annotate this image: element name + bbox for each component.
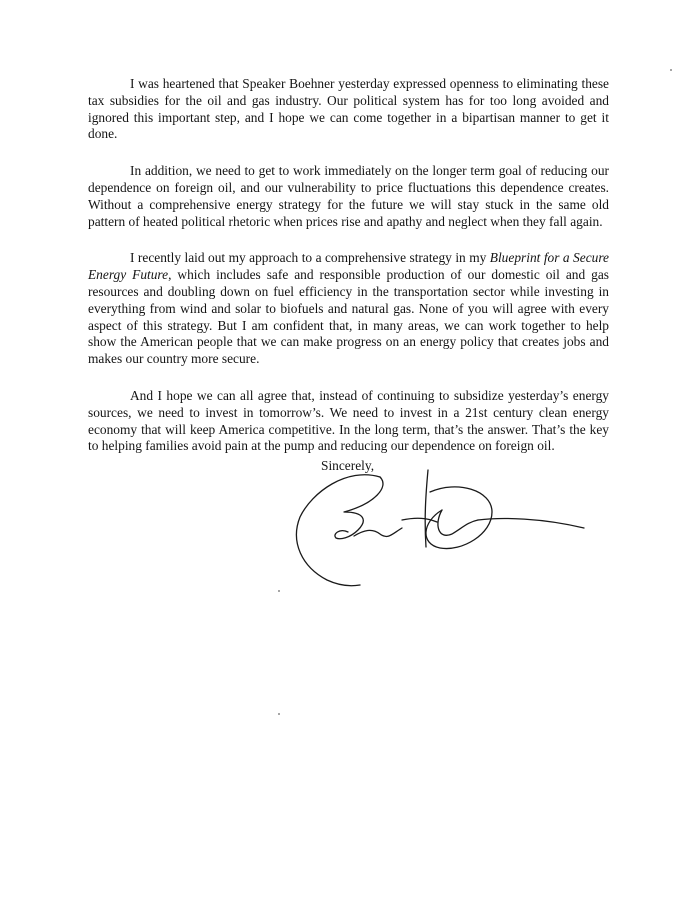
- scan-speck: [278, 713, 280, 715]
- signature-inner-hook: [438, 510, 478, 535]
- paragraph-blueprint: [88, 250, 609, 368]
- paragraph-foreign-oil: In addition, we need to get to work immediately on the longer term goal of reducing our dependence on foreign oil, and our vulnerability to price fluctuations this dependence creates. Without a comprehensive energy strategy for the future we will stay stuck in the same old pattern of heated political rhetoric when prices rise and apathy and neglect when they fall again.: [88, 163, 609, 229]
- signature-b-loop: [335, 477, 383, 539]
- blueprint-detail-text: , which includes safe and responsible production of our domestic oil and gas resources and doubling down on fuel efficiency in the transportation sector while investing in everything from wind and solar to biofuels and natural gas. None of you will agree with every aspect of this strategy. But I am confident that, in many areas, we can work together to help show the American people that we can make progress on an energy policy that creates jobs and makes our country more secure.: [88, 267, 609, 367]
- blueprint-intro-text: I recently laid out my approach to a comprehensive strategy in my: [130, 250, 490, 266]
- letter-body: [88, 76, 609, 475]
- signature-tail: [478, 519, 584, 528]
- scan-speck: [670, 69, 672, 71]
- handwritten-signature: [292, 462, 592, 597]
- paragraph-tax-subsidies: I was heartened that Speaker Boehner yesterday expressed openness to eliminating these tax subsidies for the oil and gas industry. Our political system has for too long avoided and ignored this important step, and I hope we can come together in a bipartisan manner to get it done.: [88, 76, 609, 142]
- blueprint-title: Blueprint for a Secure Energy Future: [88, 250, 609, 283]
- closing-salutation: Sincerely,: [321, 458, 375, 473]
- signature-connector: [354, 528, 402, 536]
- paragraph-clean-energy: And I hope we can all agree that, instead of continuing to subsidize yesterday’s energy sources, we need to invest in tomorrow’s. We need to invest in a 21st century clean energy economy that will keep America competitive. In the long term, that’s the answer. That’s the key to helping families avoid pain at the pump and reducing our dependence on foreign oil.: [88, 387, 609, 454]
- scan-speck: [278, 590, 280, 592]
- signature-right-oval: [426, 487, 492, 549]
